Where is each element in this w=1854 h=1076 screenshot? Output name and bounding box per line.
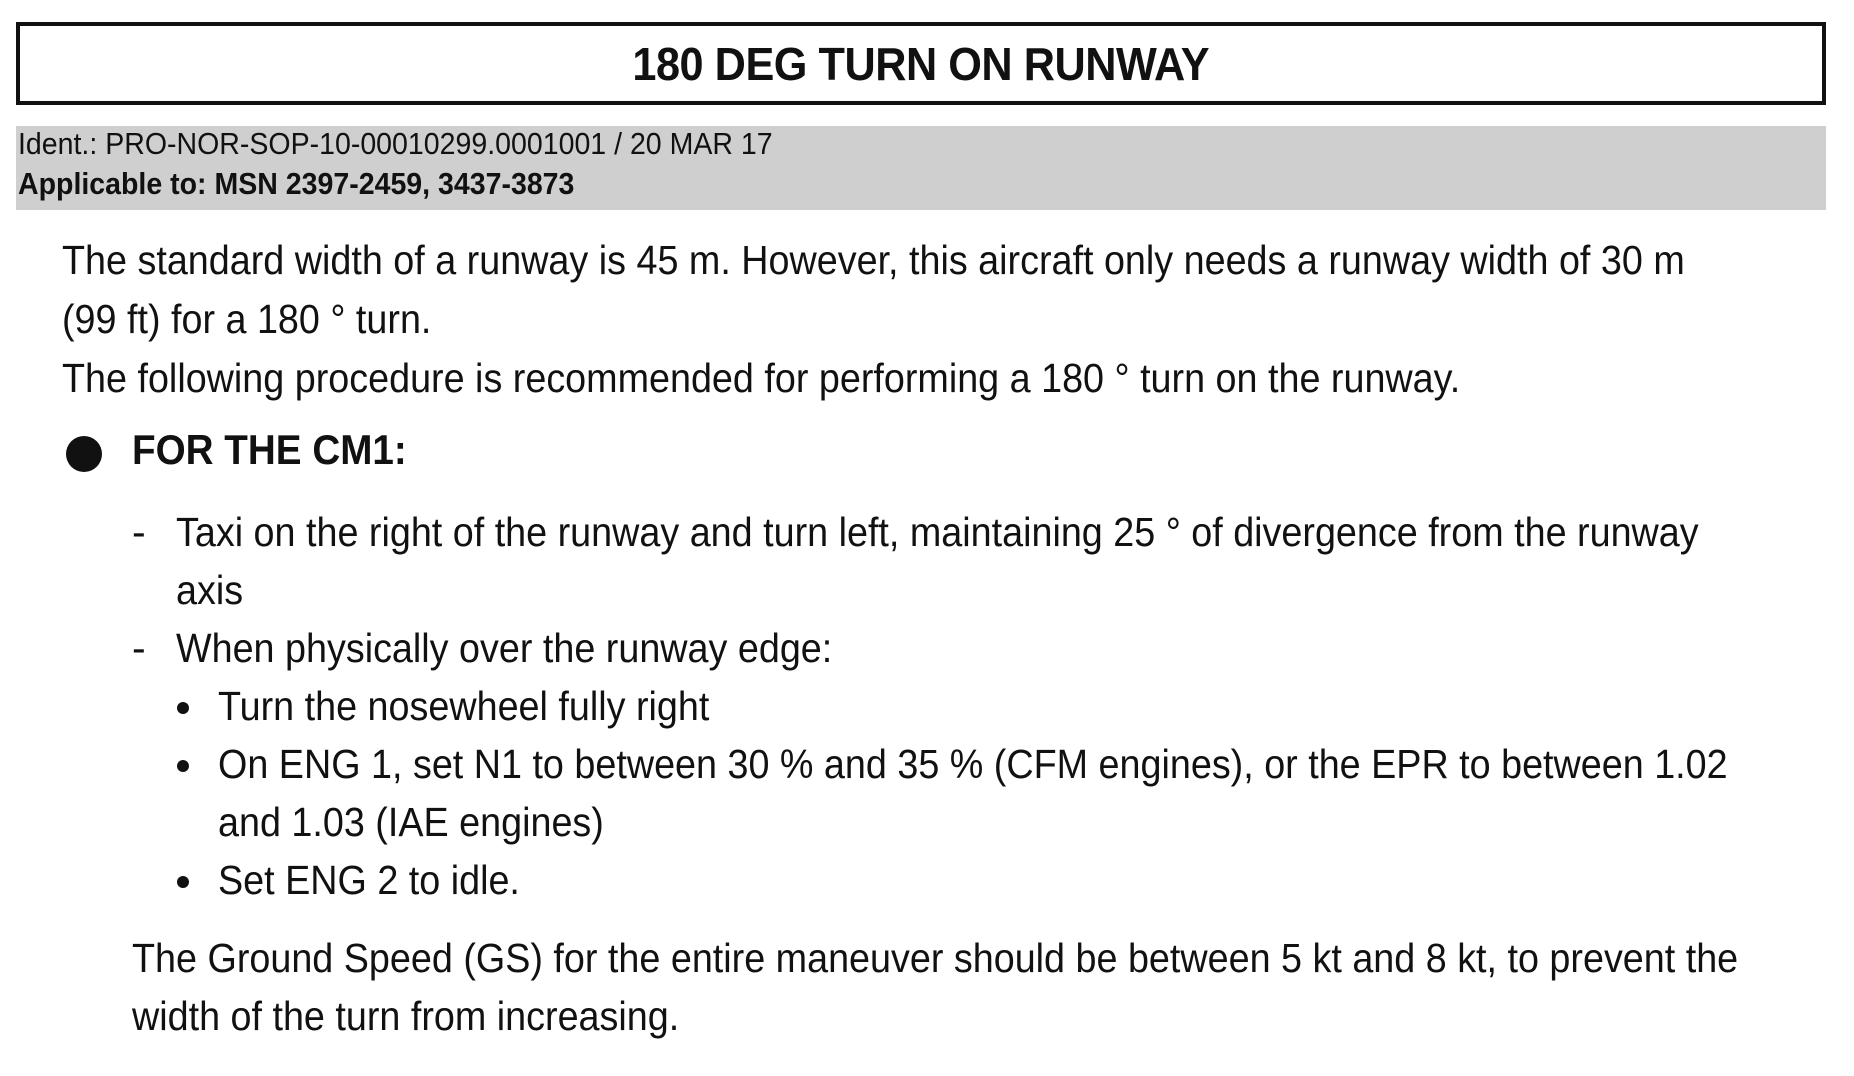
step-1-line-2: axis [176,567,244,613]
step-2-line-1: When physically over the runway edge: [176,625,833,671]
page-title: 180 DEG TURN ON RUNWAY [632,37,1210,90]
intro-line-1: The standard width of a runway is 45 m. However, this aircraft only needs a runway width of 30 m [62,237,1685,283]
substep-bullet-icon [177,702,189,714]
section-bullet-icon [66,436,102,472]
substep-2-line-1: On ENG 1, set N1 to between 30 % and 35 % (CFM engines), or the EPR to between 1.02 [218,741,1728,787]
substep-bullet-icon [177,876,189,888]
substep-bullet-icon [177,760,189,772]
step-dash: - [132,625,146,671]
substep-3-line-1: Set ENG 2 to idle. [218,857,520,903]
step-dash: - [132,509,146,555]
title-box [16,22,1826,105]
applicability-line: Applicable to: MSN 2397-2459, 3437-3873 [18,166,575,201]
ident-band [16,126,1826,210]
substep-2-line-2: and 1.03 (IAE engines) [218,799,604,845]
note-line-2: width of the turn from increasing. [132,993,680,1039]
note-line-1: The Ground Speed (GS) for the entire maneuver should be between 5 kt and 8 kt, to prevent the [132,935,1739,981]
intro-line-2: (99 ft) for a 180 ° turn. [62,296,432,342]
ident-line: Ident.: PRO-NOR-SOP-10-00010299.0001001 / 20 MAR 17 [18,126,773,161]
step-1-line-1: Taxi on the right of the runway and turn left, maintaining 25 ° of divergence from the runway [176,509,1699,555]
section-heading: FOR THE CM1: [132,426,407,473]
intro-line-3: The following procedure is recommended for performing a 180 ° turn on the runway. [62,355,1461,401]
substep-1-line-1: Turn the nosewheel fully right [218,683,710,729]
